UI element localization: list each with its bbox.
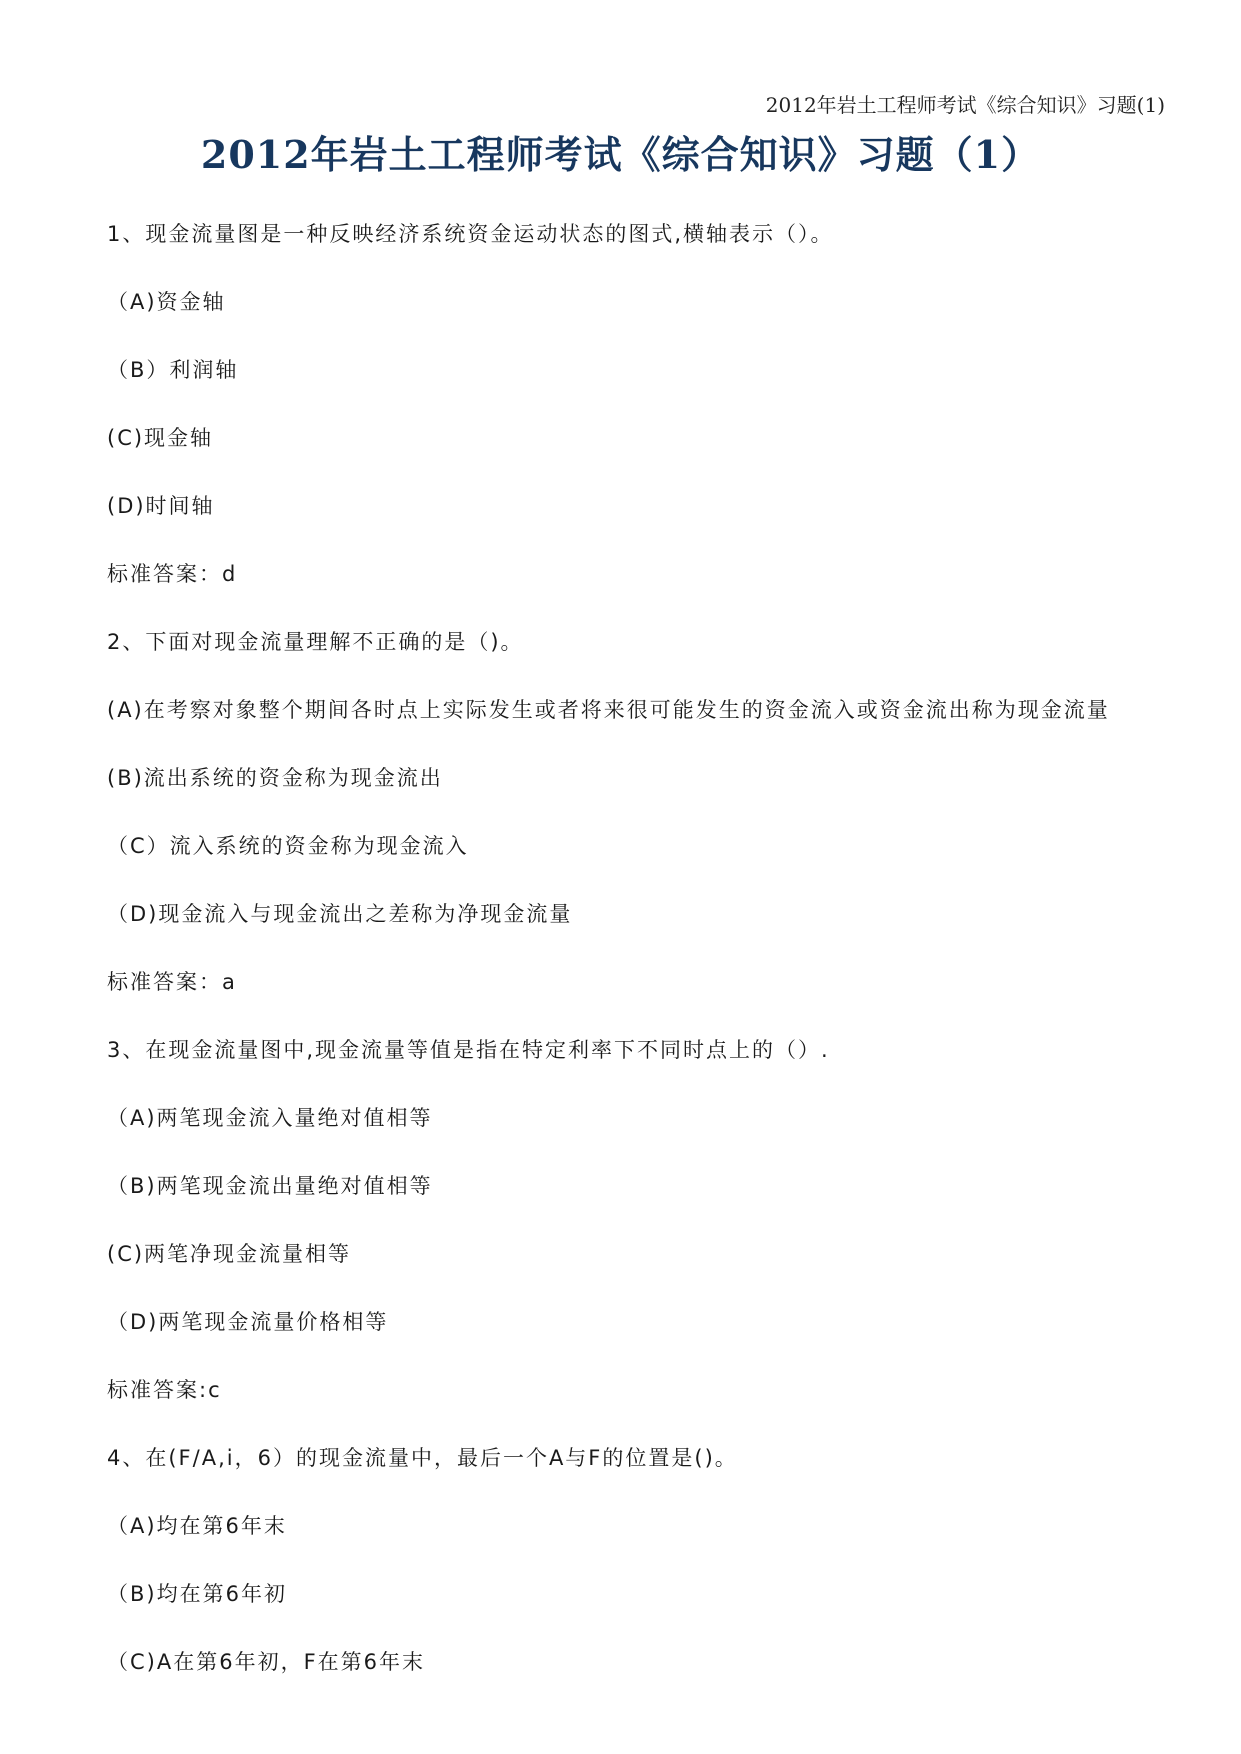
option-2a: (A)在考察对象整个期间各时点上实际发生或者将来很可能发生的资金流入或资金流出称为现金流量 (107, 698, 1110, 722)
document-body (107, 220, 1181, 1716)
question-3: 3、在现金流量图中,现金流量等值是指在特定利率下不同时点上的（）. (107, 1038, 830, 1062)
running-header: 2012年岩土工程师考试《综合知识》习题(1) (765, 93, 1165, 117)
option-3a: （A)两笔现金流入量绝对值相等 (107, 1106, 433, 1130)
option-4a: （A)均在第6年末 (107, 1514, 287, 1538)
question-2: 2、下面对现金流量理解不正确的是（)。 (107, 630, 524, 654)
option-1b: （B）利润轴 (107, 358, 239, 382)
question-1: 1、现金流量图是一种反映经济系统资金运动状态的图式,横轴表示（）。 (107, 222, 834, 246)
answer-1: 标准答案：d (107, 562, 238, 586)
answer-3: 标准答案:c (107, 1378, 222, 1402)
option-3c: (C)两笔净现金流量相等 (107, 1242, 352, 1266)
question-4: 4、在(F/A,i，6）的现金流量中，最后一个A与F的位置是()。 (107, 1446, 738, 1470)
option-3d: （D)两笔现金流量价格相等 (107, 1310, 389, 1334)
answer-2: 标准答案：a (107, 970, 237, 994)
option-1c: (C)现金轴 (107, 426, 214, 450)
document-title: 2012年岩土工程师考试《综合知识》习题（1） (200, 132, 1041, 177)
option-1d: (D)时间轴 (107, 494, 215, 518)
option-4c: （C)A在第6年初，F在第6年末 (107, 1650, 426, 1674)
option-2d: （D)现金流入与现金流出之差称为净现金流量 (107, 902, 573, 926)
option-1a: （A)资金轴 (107, 290, 226, 314)
option-2b: (B)流出系统的资金称为现金流出 (107, 766, 443, 790)
option-4b: （B)均在第6年初 (107, 1582, 287, 1606)
option-2c: （C）流入系统的资金称为现金流入 (107, 834, 469, 858)
option-3b: （B)两笔现金流出量绝对值相等 (107, 1174, 433, 1198)
